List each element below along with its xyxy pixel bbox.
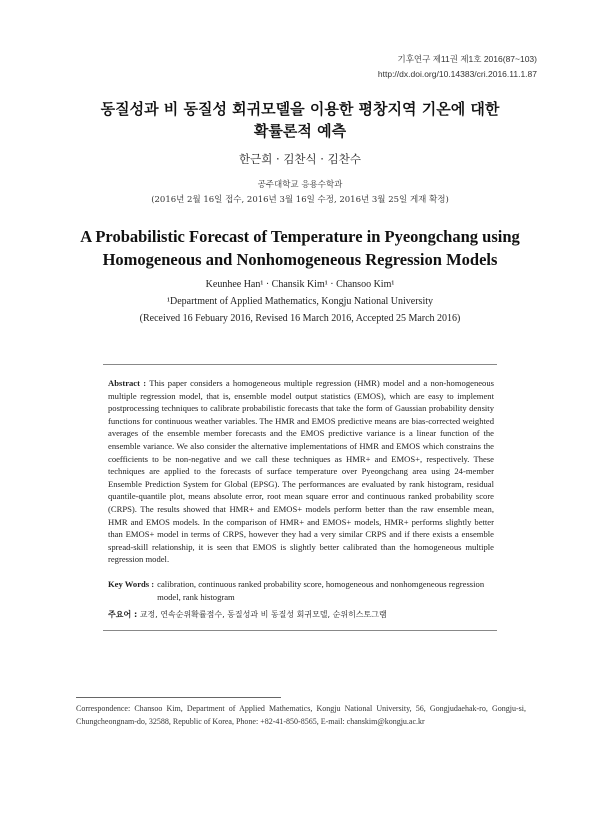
doi-link[interactable]: http://dx.doi.org/10.14383/cri.2016.11.1.87 [377, 69, 537, 79]
abstract-text: This paper considers a homogeneous multiple regression (HMR) model and a non-homogeneous multiple regression model, that is, ensemble model output statistics (EMOS), which are easy to implement postprocessing techniques to calibrate probabilistic forecasts that take the form of Gaussian probability density functions for continuous weather variables. The HMR and EMOS predictive means are bias-corrected weighted averages of the ensemble member forecasts and the EMOS predictive variance is a linear function of the ensemble variance. We also consider the alternative implementations of HMR and EMOS which constrains the coefficients to be non-negative and we call these techniques as HMR+ and EMOS+, respectively. These techniques are applied to the forecasts of surface temperature over Pyeongchang area using 24-member Ensemble Prediction System for Global (EPSG). The performances are evaluated by rank histogram, residual quantile-quantile plot, means absolute error, root mean square error and continuous ranked probability score (CRPS). The results showed that HMR+ and EMOS+ models perform better than the raw ensemble mean, HMR and EMOS models. In the comparison of HMR+ and EMOS+ models, HMR+ performs slightly better than EMOS+ model in terms of CRPS, however they had a very similar CRPS and if there exists a ensemble spread-skill relationship, it is seen that EMOS is slightly better calibrated than the homogeneous multiple regression model. [108, 378, 494, 565]
korean-title-line2: 확률론적 예측 [253, 122, 347, 140]
english-title-line1: A Probabilistic Forecast of Temperature in Pyeongchang using [80, 227, 520, 246]
keywords [108, 578, 494, 603]
korean-dates: (2016년 2월 16일 접수, 2016년 3월 16일 수정, 2016년 3월 25일 게재 확정) [151, 195, 449, 205]
english-title [50, 225, 550, 271]
korean-authors: 한근희 · 김찬식 · 김찬수 [239, 152, 361, 166]
journal-header [378, 52, 537, 82]
korean-title [60, 98, 540, 142]
korean-affiliation: 공주대학교 응용수학과 [257, 180, 343, 190]
korean-title-line1: 동질성과 비 동질성 회귀모델을 이용한 평창지역 기온에 대한 [100, 100, 500, 118]
abstract [108, 377, 494, 566]
keywords-label: Key Words : [108, 579, 155, 589]
keywords-text: calibration, continuous ranked probability score, homogeneous and nonhomgeneous regression model, rank histogram [157, 579, 485, 602]
korean-keywords-text: 교정, 연속순위확률점수, 동질성과 비 동질성 회귀모델, 순위히스토그램 [139, 610, 387, 619]
korean-keywords-label: 주요어 : [108, 610, 138, 619]
english-title-line2: Homogeneous and Nonhomogeneous Regression Models [102, 250, 498, 269]
english-dates: (Received 16 Febuary 2016, Revised 16 March 2016, Accepted 25 March 2016) [139, 313, 461, 324]
footnote-rule [76, 697, 281, 698]
abstract-bottom-divider [103, 630, 497, 631]
correspondence-footnote: Correspondence: Chansoo Kim, Department of Applied Mathematics, Kongju National University, 56, Gongjudaehak-ro, Gongju-si, Chungcheongnam-do, 32588, Republic of Korea, Phone: +82-41-850-8565, E-mail: chanskim@kongju.ac.kr [76, 704, 526, 726]
korean-keywords [108, 609, 494, 620]
journal-issue: 기후연구 제11권 제1호 2016(87~103) [397, 54, 537, 64]
abstract-top-divider [103, 364, 497, 365]
english-authors: Keunhee Han¹ · Chansik Kim¹ · Chansoo Kim¹ [205, 279, 395, 290]
abstract-label: Abstract : [108, 378, 147, 388]
english-affiliation: ¹Department of Applied Mathematics, Kongju National University [167, 296, 433, 307]
